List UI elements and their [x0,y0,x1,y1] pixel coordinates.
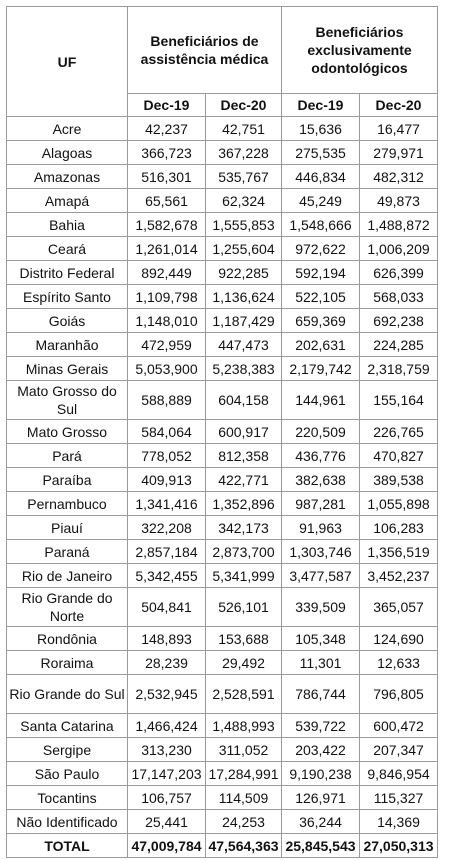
value-cell: 1,582,678 [128,213,206,237]
value-cell: 409,913 [128,468,206,492]
value-cell: 522,105 [282,285,360,309]
value-cell: 526,101 [206,588,282,627]
value-cell: 11,301 [282,651,360,675]
uf-cell: Rio Grande do Norte [7,588,128,627]
value-cell: 1,488,993 [206,714,282,738]
value-cell: 42,237 [128,117,206,141]
value-cell: 1,255,604 [206,237,282,261]
total-value-cell: 47,564,363 [206,834,282,858]
value-cell: 626,399 [360,261,438,285]
table-row [7,588,438,627]
value-cell: 600,917 [206,420,282,444]
value-cell: 987,281 [282,492,360,516]
table-header [7,7,438,117]
table-row [7,468,438,492]
uf-cell: Bahia [7,213,128,237]
value-cell: 29,492 [206,651,282,675]
total-label: TOTAL [7,834,128,858]
uf-cell: Espírito Santo [7,285,128,309]
value-cell: 922,285 [206,261,282,285]
uf-cell: Alagoas [7,141,128,165]
value-cell: 1,548,666 [282,213,360,237]
value-cell: 367,228 [206,141,282,165]
table-row [7,738,438,762]
table-row [7,714,438,738]
value-cell: 588,889 [128,381,206,420]
group-header-medical: Beneficiários de assistência médica [128,7,282,94]
value-cell: 16,477 [360,117,438,141]
value-cell: 203,422 [282,738,360,762]
value-cell: 1,555,853 [206,213,282,237]
value-cell: 14,369 [360,810,438,834]
value-cell: 17,147,203 [128,762,206,786]
value-cell: 472,959 [128,333,206,357]
value-cell: 153,688 [206,627,282,651]
value-cell: 2,528,591 [206,675,282,714]
table-row [7,810,438,834]
table-row [7,492,438,516]
value-cell: 12,633 [360,651,438,675]
table-container [6,6,438,858]
table-row [7,189,438,213]
value-cell: 1,187,429 [206,309,282,333]
value-cell: 24,253 [206,810,282,834]
total-row [7,834,438,858]
value-cell: 470,827 [360,444,438,468]
value-cell: 3,452,237 [360,564,438,588]
value-cell: 600,472 [360,714,438,738]
uf-cell: Paraíba [7,468,128,492]
value-cell: 220,509 [282,420,360,444]
table-row [7,516,438,540]
value-cell: 1,356,519 [360,540,438,564]
uf-cell: Rio de Janeiro [7,564,128,588]
value-cell: 3,477,587 [282,564,360,588]
value-cell: 311,052 [206,738,282,762]
table-row [7,237,438,261]
value-cell: 25,441 [128,810,206,834]
value-cell: 5,342,455 [128,564,206,588]
value-cell: 2,179,742 [282,357,360,381]
value-cell: 366,723 [128,141,206,165]
value-cell: 106,283 [360,516,438,540]
group-header-dental: Beneficiários exclusivamente odontológicos [282,7,438,94]
value-cell: 124,690 [360,627,438,651]
value-cell: 1,055,898 [360,492,438,516]
uf-cell: Paraná [7,540,128,564]
value-cell: 144,961 [282,381,360,420]
uf-cell: Mato Grosso do Sul [7,381,128,420]
value-cell: 568,033 [360,285,438,309]
value-cell: 1,341,416 [128,492,206,516]
value-cell: 65,561 [128,189,206,213]
value-cell: 1,352,896 [206,492,282,516]
uf-cell: Goiás [7,309,128,333]
table-row [7,420,438,444]
value-cell: 322,208 [128,516,206,540]
uf-cell: Pará [7,444,128,468]
value-cell: 2,318,759 [360,357,438,381]
column-header-uf: UF [7,7,128,117]
value-cell: 365,057 [360,588,438,627]
value-cell: 892,449 [128,261,206,285]
value-cell: 5,053,900 [128,357,206,381]
value-cell: 45,249 [282,189,360,213]
table-row [7,357,438,381]
header-row-groups [7,7,438,94]
column-header-period: Dec-20 [206,94,282,117]
value-cell: 422,771 [206,468,282,492]
value-cell: 446,834 [282,165,360,189]
uf-cell: Tocantins [7,786,128,810]
value-cell: 604,158 [206,381,282,420]
value-cell: 105,348 [282,627,360,651]
value-cell: 148,893 [128,627,206,651]
uf-cell: Roraima [7,651,128,675]
column-header-period: Dec-19 [128,94,206,117]
uf-cell: Maranhão [7,333,128,357]
table-row [7,762,438,786]
value-cell: 9,190,238 [282,762,360,786]
uf-cell: Não Identificado [7,810,128,834]
value-cell: 202,631 [282,333,360,357]
value-cell: 1,006,209 [360,237,438,261]
uf-cell: Mato Grosso [7,420,128,444]
table-body [7,117,438,858]
value-cell: 778,052 [128,444,206,468]
value-cell: 28,239 [128,651,206,675]
table-row [7,285,438,309]
value-cell: 91,963 [282,516,360,540]
table-row [7,333,438,357]
value-cell: 436,776 [282,444,360,468]
value-cell: 62,324 [206,189,282,213]
value-cell: 9,846,954 [360,762,438,786]
value-cell: 796,805 [360,675,438,714]
table-row [7,675,438,714]
value-cell: 535,767 [206,165,282,189]
value-cell: 516,301 [128,165,206,189]
uf-cell: São Paulo [7,762,128,786]
table-row [7,309,438,333]
value-cell: 447,473 [206,333,282,357]
uf-cell: Minas Gerais [7,357,128,381]
table-row [7,141,438,165]
table-row [7,627,438,651]
uf-cell: Pernambuco [7,492,128,516]
value-cell: 2,873,700 [206,540,282,564]
value-cell: 106,757 [128,786,206,810]
value-cell: 42,751 [206,117,282,141]
beneficiaries-table [6,6,438,858]
value-cell: 313,230 [128,738,206,762]
value-cell: 786,744 [282,675,360,714]
uf-cell: Ceará [7,237,128,261]
value-cell: 812,358 [206,444,282,468]
value-cell: 224,285 [360,333,438,357]
value-cell: 592,194 [282,261,360,285]
uf-cell: Santa Catarina [7,714,128,738]
uf-cell: Amapá [7,189,128,213]
total-value-cell: 47,009,784 [128,834,206,858]
column-header-period: Dec-20 [360,94,438,117]
value-cell: 226,765 [360,420,438,444]
value-cell: 275,535 [282,141,360,165]
table-row [7,786,438,810]
uf-cell: Piauí [7,516,128,540]
value-cell: 2,857,184 [128,540,206,564]
uf-cell: Rio Grande do Sul [7,675,128,714]
table-row [7,213,438,237]
value-cell: 49,873 [360,189,438,213]
total-value-cell: 27,050,313 [360,834,438,858]
uf-cell: Rondônia [7,627,128,651]
total-value-cell: 25,845,543 [282,834,360,858]
value-cell: 1,261,014 [128,237,206,261]
value-cell: 659,369 [282,309,360,333]
value-cell: 342,173 [206,516,282,540]
table-row [7,564,438,588]
value-cell: 155,164 [360,381,438,420]
uf-cell: Distrito Federal [7,261,128,285]
value-cell: 1,488,872 [360,213,438,237]
value-cell: 339,509 [282,588,360,627]
value-cell: 114,509 [206,786,282,810]
uf-cell: Amazonas [7,165,128,189]
value-cell: 584,064 [128,420,206,444]
table-row [7,651,438,675]
value-cell: 1,303,746 [282,540,360,564]
value-cell: 15,636 [282,117,360,141]
value-cell: 36,244 [282,810,360,834]
value-cell: 539,722 [282,714,360,738]
value-cell: 382,638 [282,468,360,492]
table-row [7,444,438,468]
value-cell: 126,971 [282,786,360,810]
uf-cell: Sergipe [7,738,128,762]
value-cell: 482,312 [360,165,438,189]
value-cell: 1,136,624 [206,285,282,309]
value-cell: 5,238,383 [206,357,282,381]
value-cell: 17,284,991 [206,762,282,786]
value-cell: 692,238 [360,309,438,333]
value-cell: 389,538 [360,468,438,492]
value-cell: 5,341,999 [206,564,282,588]
table-row [7,165,438,189]
value-cell: 2,532,945 [128,675,206,714]
value-cell: 1,148,010 [128,309,206,333]
value-cell: 1,109,798 [128,285,206,309]
value-cell: 279,971 [360,141,438,165]
table-row [7,261,438,285]
value-cell: 504,841 [128,588,206,627]
value-cell: 972,622 [282,237,360,261]
table-row [7,381,438,420]
value-cell: 115,327 [360,786,438,810]
uf-cell: Acre [7,117,128,141]
column-header-period: Dec-19 [282,94,360,117]
value-cell: 207,347 [360,738,438,762]
table-row [7,117,438,141]
table-row [7,540,438,564]
value-cell: 1,466,424 [128,714,206,738]
